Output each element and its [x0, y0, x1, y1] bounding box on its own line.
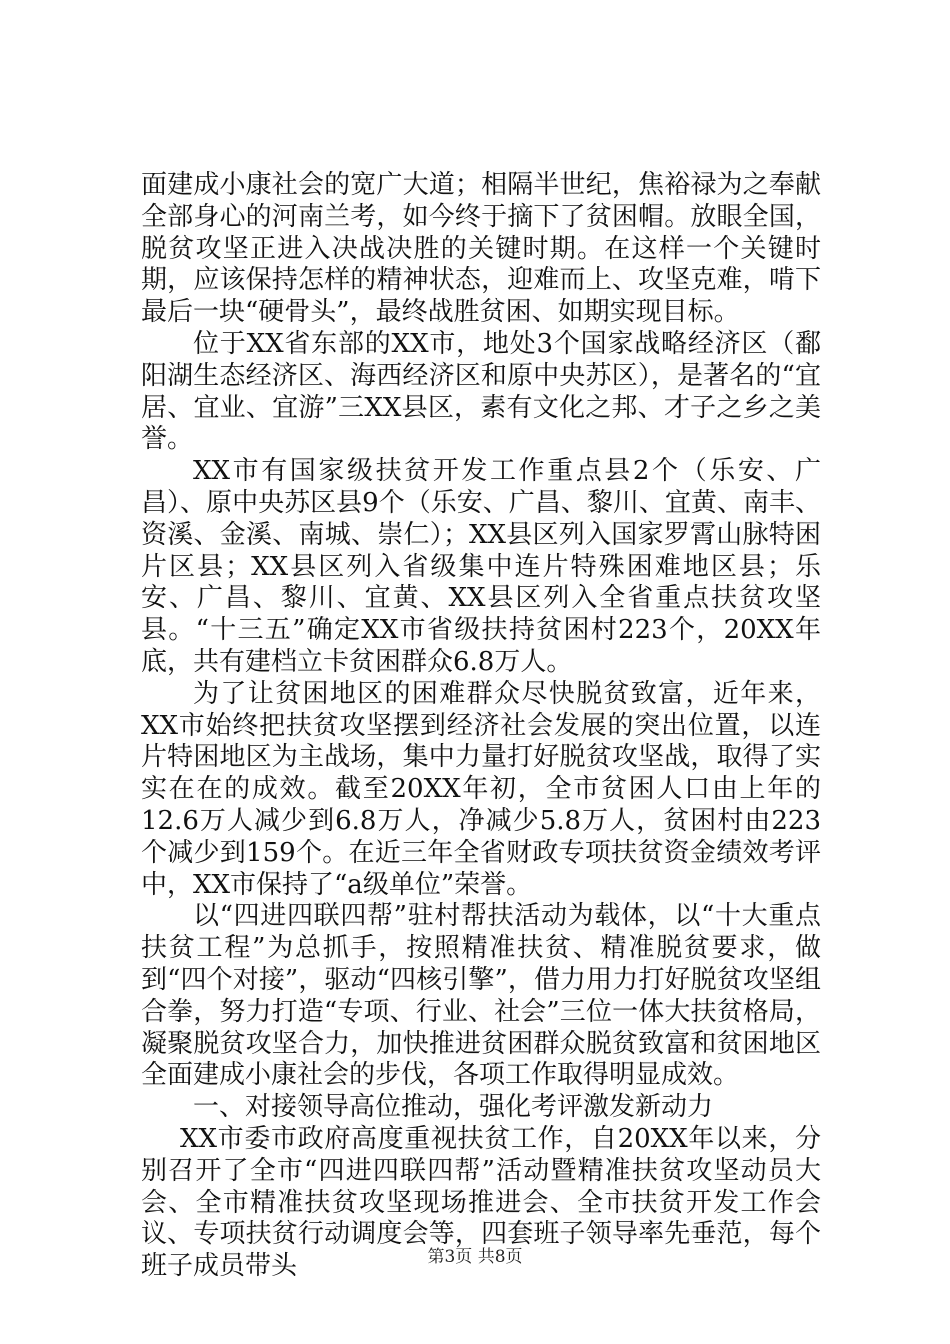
paragraph-leadership: XX市委市政府高度重视扶贫工作，自20XX年以来，分别召开了全市“四进四联四帮”活动暨精准扶贫攻坚动员大会、全市精准扶贫攻坚现场推进会、全市扶贫开发工作会议、专项扶贫行动调度会等，四套班子领导率先垂范，每个班子成员带头: [141, 1123, 821, 1282]
paragraph-poverty-counties: XX市有国家级扶贫开发工作重点县2个（乐安、广昌）、原中央苏区县9个（乐安、广昌、黎川、宜黄、南丰、资溪、金溪、南城、崇仁）；XX县区列入国家罗霄山脉特困片区县；XX县区列入省级集中连片特殊困难地区县；乐安、广昌、黎川、宜黄、XX县区列入全省重点扶贫攻坚县。“十三五”确定XX市省级扶持贫困村223个，20XX年底，共有建档立卡贫困群众6.8万人。: [141, 456, 821, 677]
paragraph-continuation: 面建成小康社会的宽广大道；相隔半世纪，焦裕禄为之奉献全部身心的河南兰考，如今终于摘下了贫困帽。放眼全国，脱贫攻坚正进入决战决胜的关键时期。在这样一个关键时期，应该保持怎样的精神状态，迎难而上、攻坚克难，啃下最后一块“硬骨头”，最终战胜贫困、如期实现目标。: [141, 170, 821, 328]
page-number-footer: 第3页 共8页: [427, 1247, 523, 1267]
section-heading: 一、对接领导高位推动，强化考评激发新动力: [193, 1092, 714, 1123]
paragraph-city-location: 位于XX省东部的XX市，地处3个国家战略经济区（鄱阳湖生态经济区、海西经济区和原中央苏区），是著名的“宜居、宜业、宜游”三XX县区，素有文化之邦、才子之乡之美誉。: [141, 328, 821, 455]
paragraph-poverty-results: 为了让贫困地区的困难群众尽快脱贫致富，近年来，XX市始终把扶贫攻坚摆到经济社会发展的突出位置，以连片特困地区为主战场，集中力量打好脱贫攻坚战，取得了实实在在的成效。截至20XX年初，全市贫困人口由上年的12.6万人减少到6.8万人，净减少5.8万人，贫困村由223个减少到159个。在近三年全省财政专项扶贫资金绩效考评中，XX市保持了“a级单位”荣誉。: [141, 678, 821, 900]
document-body: [141, 170, 821, 1283]
paragraph-poverty-approach: 以“四进四联四帮”驻村帮扶活动为载体，以“十大重点扶贫工程”为总抓手，按照精准扶贫、精准脱贫要求，做到“四个对接”，驱动“四核引擎”，借力用力打好脱贫攻坚组合拳，努力打造“专项、行业、社会”三位一体大扶贫格局，凝聚脱贫攻坚合力，加快推进贫困群众脱贫致富和贫困地区全面建成小康社会的步伐，各项工作取得明显成效。: [141, 901, 821, 1091]
